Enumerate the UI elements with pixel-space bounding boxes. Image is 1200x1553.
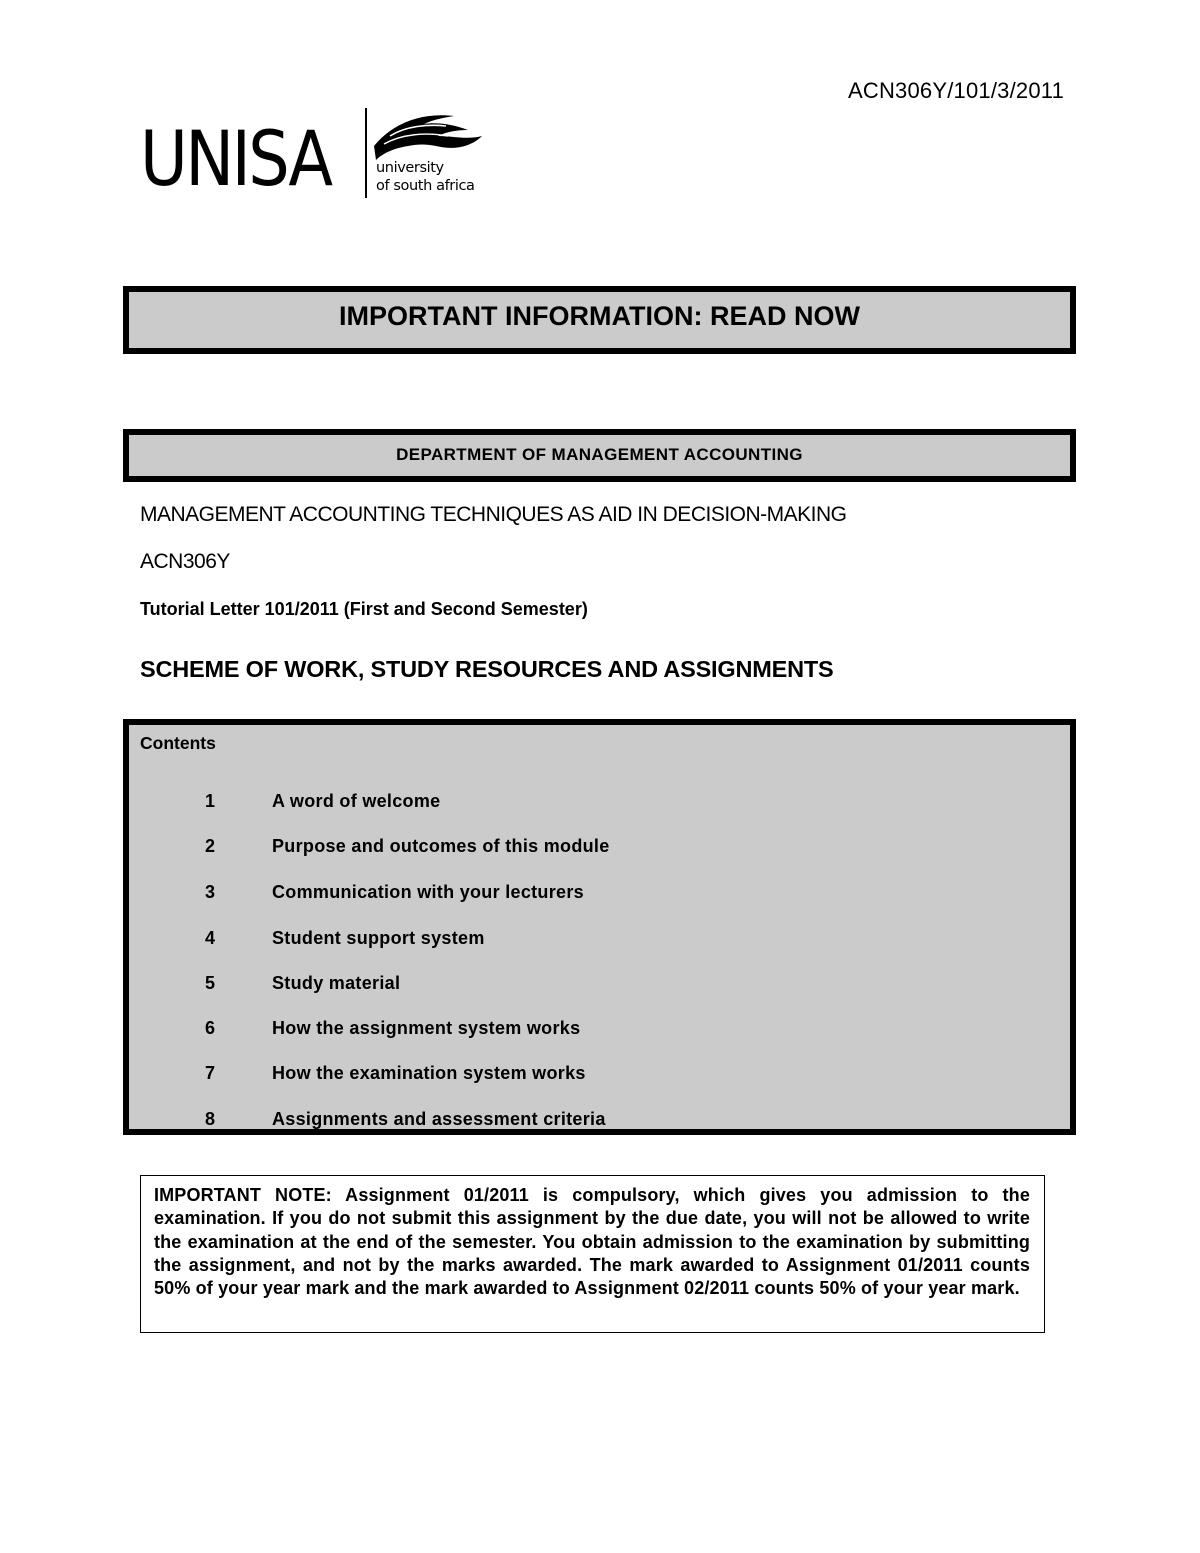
contents-item-label: Student support system bbox=[272, 928, 485, 948]
contents-item-number: 4 bbox=[205, 928, 216, 948]
course-code: ACN306Y bbox=[140, 550, 230, 573]
contents-item-label: A word of welcome bbox=[272, 791, 441, 811]
scheme-title: SCHEME OF WORK, STUDY RESOURCES AND ASSIGNMENTS bbox=[140, 656, 834, 682]
contents-item-number: 3 bbox=[205, 882, 216, 902]
contents-item-label: How the examination system works bbox=[272, 1063, 586, 1083]
contents-box bbox=[123, 719, 1076, 1135]
contents-item-number: 7 bbox=[205, 1063, 216, 1083]
contents-heading: Contents bbox=[140, 733, 216, 753]
contents-item-number: 8 bbox=[205, 1109, 216, 1129]
logo-wordmark: UNISA bbox=[140, 114, 331, 203]
logo-subtitle-line2: of south africa bbox=[376, 178, 475, 194]
logo-subtitle bbox=[376, 159, 475, 195]
course-title: MANAGEMENT ACCOUNTING TECHNIQUES AS AID IN DECISION-MAKING bbox=[140, 503, 847, 526]
contents-item-label: Study material bbox=[272, 973, 401, 993]
contents-item-label: Communication with your lecturers bbox=[272, 882, 584, 902]
tutorial-letter-subtitle: Tutorial Letter 101/2011 (First and Second Semester) bbox=[140, 599, 588, 619]
important-note-box bbox=[140, 1175, 1045, 1333]
important-note-text: IMPORTANT NOTE: Assignment 01/2011 is compulsory, which gives you admission to the examination. If you do not submit this assignment by the due date, you will not be allowed to write the examination at the end of the semester. You obtain admission to the examination by submitting the assignment, and not by the marks awarded. The mark awarded to Assignment 01/2011 counts 50% of your year mark and the mark awarded to Assignment 02/2011 counts 50% of your year mark. bbox=[154, 1185, 1030, 1299]
unisa-logo bbox=[140, 104, 485, 204]
contents-item-number: 2 bbox=[205, 836, 216, 856]
flame-emblem-icon bbox=[372, 106, 484, 162]
department-banner: DEPARTMENT OF MANAGEMENT ACCOUNTING bbox=[123, 429, 1076, 482]
contents-item-number: 6 bbox=[205, 1018, 216, 1038]
document-code: ACN306Y/101/3/2011 bbox=[848, 78, 1065, 103]
logo-subtitle-line1: university bbox=[376, 160, 444, 176]
contents-item-label: Purpose and outcomes of this module bbox=[272, 836, 610, 856]
logo-divider bbox=[365, 108, 367, 198]
important-info-banner: IMPORTANT INFORMATION: READ NOW bbox=[123, 286, 1076, 354]
contents-item-number: 1 bbox=[205, 791, 216, 811]
contents-item-label: How the assignment system works bbox=[272, 1018, 581, 1038]
contents-item-number: 5 bbox=[205, 973, 216, 993]
contents-item-label: Assignments and assessment criteria bbox=[272, 1109, 606, 1129]
